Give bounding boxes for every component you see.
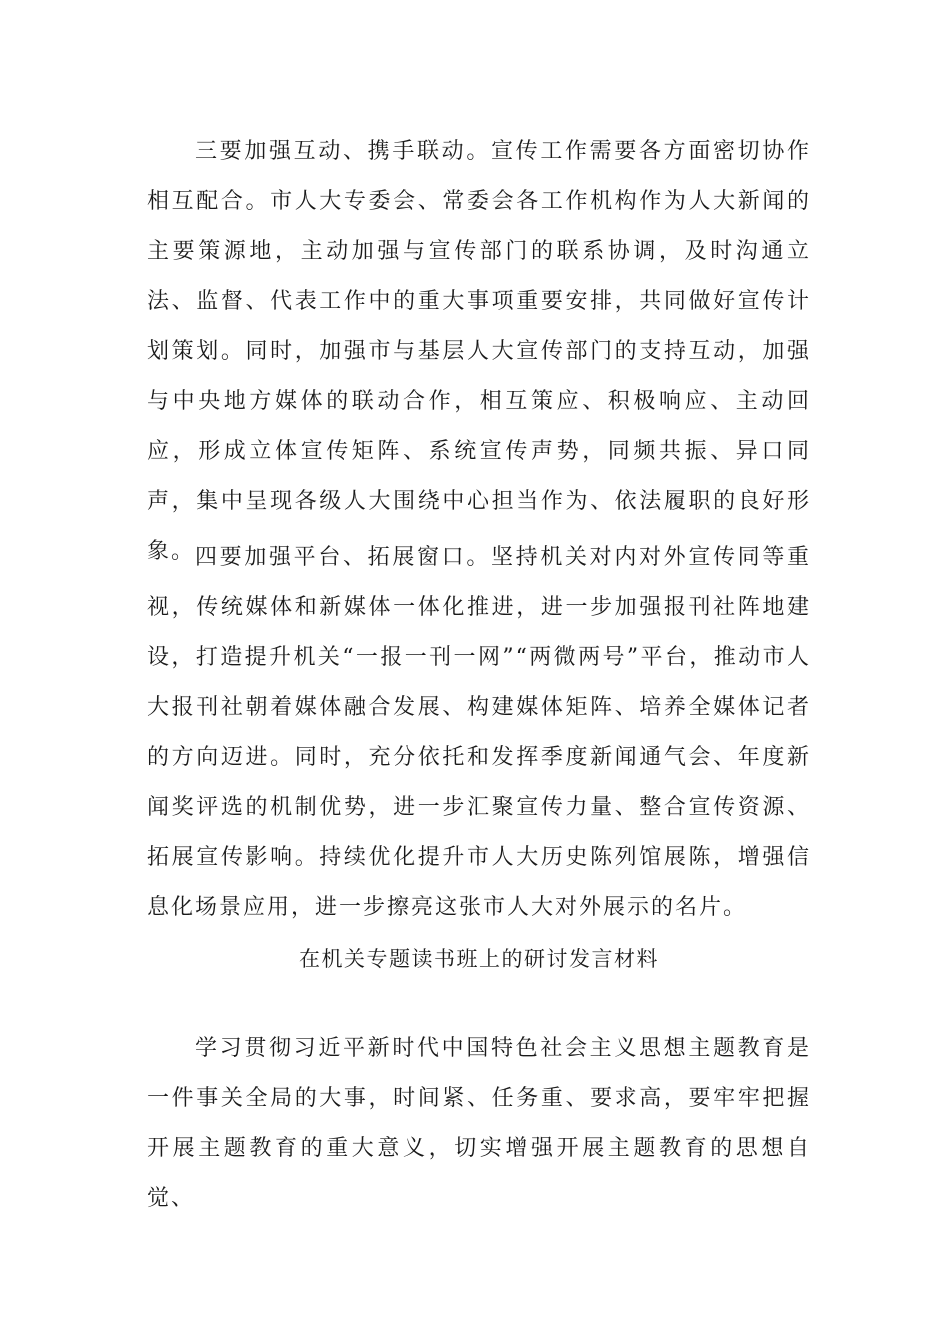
paragraph-strengthen-interaction: 三要加强互动、携手联动。宣传工作需要各方面密切协作相互配合。市人大专委会、常委会各工作机构作为人大新闻的主要策源地，主动加强与宣传部门的联系协调，及时沟通立法、监督、代表工作中的重大事项重要安排，共同做好宣传计划策划。同时，加强市与基层人大宣传部门的支持互动，加强与中央地方媒体的联动合作，相互策应、积极响应、主动回应，形成立体宣传矩阵、系统宣传声势，同频共振、异口同声，集中呈现各级人大围绕中心担当作为、依法履职的良好形象。 (147, 139, 811, 564)
section-title: 在机关专题读书班上的研讨发言材料 (299, 947, 659, 971)
paragraph-strengthen-platform: 四要加强平台、拓展窗口。坚持机关对内对外宣传同等重视，传统媒体和新媒体一体化推进，进一步加强报刊社阵地建设，打造提升机关“一报一刊一网”“两微两号”平台，推动市人大报刊社朝着媒体融合发展、构建媒体矩阵、培养全媒体记者的方向迈进。同时，充分依托和发挥季度新闻通气会、年度新闻奖评选的机制优势，进一步汇聚宣传力量、整合宣传资源、拓展宣传影响。持续优化提升市人大历史陈列馆展陈，增强信息化场景应用，进一步擦亮这张市人大对外展示的名片。 (147, 545, 811, 920)
paragraph-theme-education: 学习贯彻习近平新时代中国特色社会主义思想主题教育是一件事关全局的大事，时间紧、任务重、要求高，要牢牢把握开展主题教育的重大意义，切实增强开展主题教育的思想自觉、 (147, 1036, 811, 1211)
